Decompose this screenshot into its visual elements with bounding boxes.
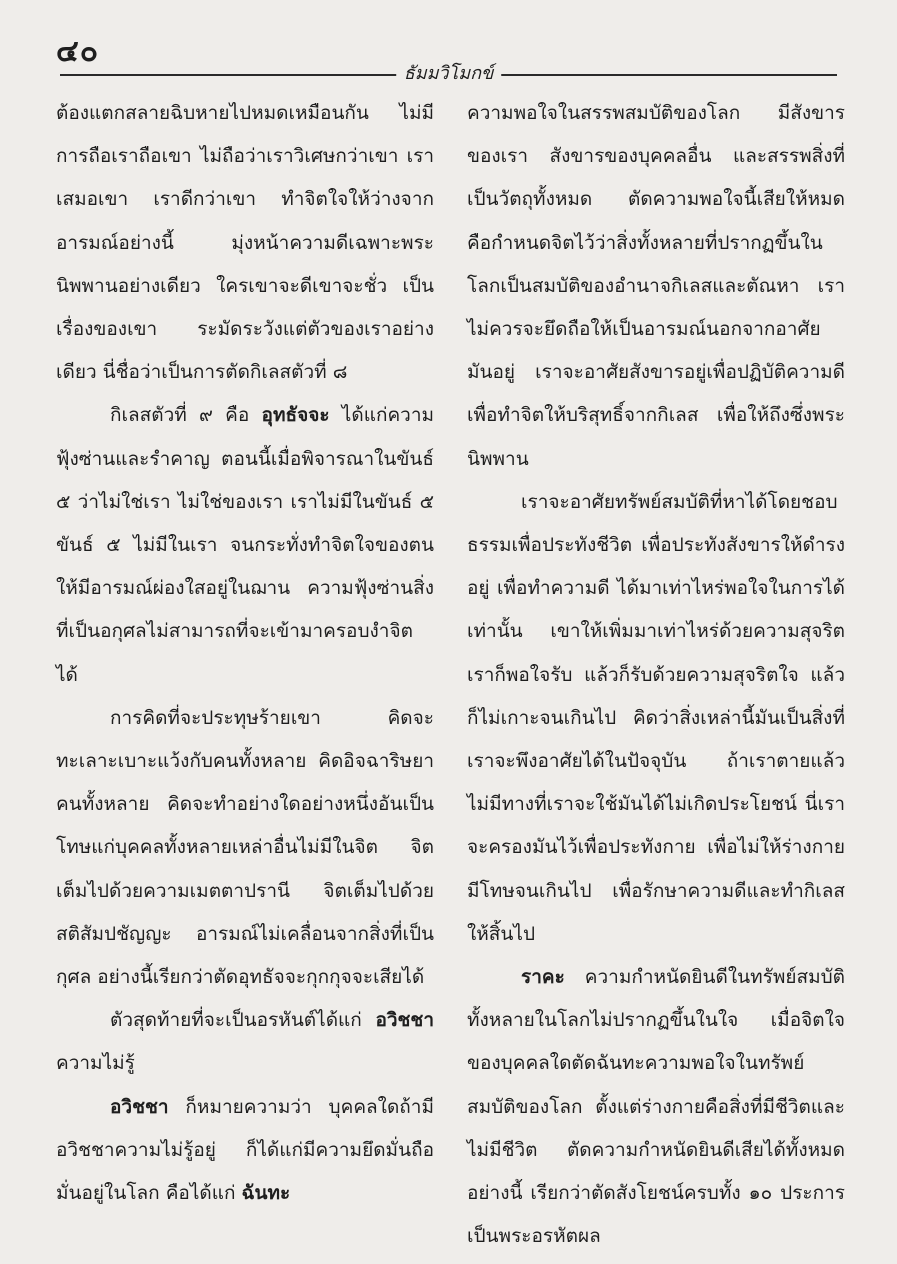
paragraph: ความพอใจในสรรพสมบัติของโลก มีสังขารของเรา สังขารของบุคคลอื่น และสรรพสิ่งที่เป็นวัตถุทั้งหมด ตัดความพอใจนี้เสียให้หมด คือกำหนดจิตไว้ว่าสิ่งทั้งหลายที่ปรากฏขึ้นในโลกเป็นสมบัติของอำนาจกิเลสและตัณหา เราไม่ควรจะยึดถือให้เป็นอารมณ์นอกจากอาศัยมันอยู่ เราจะอาศัยสังขารอยู่เพื่อปฏิบัติความดี เพื่อทำจิตให้บริสุทธิ์จากกิเลส เพื่อให้ถึงซึ่งพระนิพพาน	[467, 102, 845, 470]
paragraph: ราคะ ความกำหนัดยินดีในทรัพย์สมบัติทั้งหลายในโลกไม่ปรากฏขึ้นในใจ เมื่อจิตใจของบุคคลใดตัดฉันทะความพอใจในทรัพย์สมบัติของโลก ตั้งแต่ร่างกายคือสิ่งที่มีชีวิตและไม่มีชีวิต ตัดความกำหนัดยินดีเสียได้ทั้งหมดอย่างนี้ เรียกว่าตัดสังโยชน์ครบทั้ง ๑๐ ประการ เป็นพระอรหัตผล	[467, 966, 845, 1248]
term-chanda: ฉันทะ	[241, 1182, 291, 1205]
paragraph: ตัวสุดท้ายที่จะเป็นอรหันต์ได้แก่ อวิชชา ความไม่รู้	[56, 1009, 434, 1075]
paragraph: ต้องแตกสลายฉิบหายไปหมดเหมือนกัน ไม่มีการถือเราถือเขา ไม่ถือว่าเราวิเศษกว่าเขา เราเสมอเขา เราดีกว่าเขา ทำจิตใจให้ว่างจากอารมณ์อย่างนี้ มุ่งหน้าความดีเฉพาะพระนิพพานอย่างเดียว ใครเขาจะดีเขาจะชั่ว เป็นเรื่องของเขา ระมัดระวังแต่ตัวของเราอย่างเดียว นี่ชื่อว่าเป็นการตัดกิเลสตัวที่ ๘	[56, 102, 434, 384]
paragraph: การคิดที่จะประทุษร้ายเขา คิดจะทะเลาะเบาะแว้งกับคนทั้งหลาย คิดอิจฉาริษยาคนทั้งหลาย คิดจะทำอย่างใดอย่างหนึ่งอันเป็นโทษแก่บุคคลทั้งหลายเหล่าอื่นไม่มีในจิต จิตเต็มไปด้วยความเมตตาปรานี จิตเต็มไปด้วยสติสัมปชัญญะ อารมณ์ไม่เคลื่อนจากสิ่งที่เป็นกุศล อย่างนี้เรียกว่าตัดอุทธัจจะกุกกุจจะเสียได้	[56, 706, 434, 989]
right-column	[467, 92, 845, 1258]
paragraph: กิเลสตัวที่ ๙ คือ อุทธัจจะ ได้แก่ความฟุ้งซ่านและรำคาญ ตอนนี้เมื่อพิจารณาในขันธ์ ๕ ว่าไม่ใช่เรา ไม่ใช่ของเรา เราไม่มีในขันธ์ ๕ ขันธ์ ๕ ไม่มีในเรา จนกระทั่งทำจิตใจของตนให้มีอารมณ์ผ่องใสอยู่ในฌาน ความฟุ้งซ่านสิ่งที่เป็นอกุศลไม่สามารถที่จะเข้ามาครอบงำจิตได้	[56, 404, 435, 686]
term-avijja: อวิชชา	[375, 1009, 434, 1032]
term-raga: ราคะ	[521, 966, 565, 989]
running-header	[60, 62, 837, 88]
header-title: ธัมมวิโมกข์	[396, 62, 502, 86]
term-uddhacca: อุทธัจจะ	[261, 404, 330, 427]
left-column	[56, 92, 434, 1215]
paragraph: เราจะอาศัยทรัพย์สมบัติที่หาได้โดยชอบธรรมเพื่อประทังชีวิต เพื่อประทังสังขารให้ดำรงอยู่ เพื่อทำความดี ได้มาเท่าไหร่พอใจในการได้เท่านั้น เขาให้เพิ่มมาเท่าไหร่ด้วยความสุจริตเราก็พอใจรับ แล้วก็รับด้วยความสุจริตใจ แล้วก็ไม่เกาะจนเกินไป คิดว่าสิ่งเหล่านี้มันเป็นสิ่งที่เราจะพึงอาศัยได้ในปัจจุบัน ถ้าเราตายแล้วไม่มีทางที่เราจะใช้มันได้ไม่เกิดประโยชน์ นี่เราจะครองมันไว้เพื่อประทังกาย เพื่อไม่ให้ร่างกายมีโทษจนเกินไป เพื่อรักษาความดีและทำกิเลสให้สิ้นไป	[467, 490, 845, 945]
paragraph: อวิชชา ก็หมายความว่า บุคคลใดถ้ามีอวิชชาความไม่รู้อยู่ ก็ได้แก่มีความยึดมั่นถือมั่นอยู่ในโลก คือได้แก่ ฉันทะ	[56, 1095, 434, 1205]
term-avijja: อวิชชา	[110, 1095, 169, 1118]
page-number: ๔๐	[56, 34, 100, 69]
